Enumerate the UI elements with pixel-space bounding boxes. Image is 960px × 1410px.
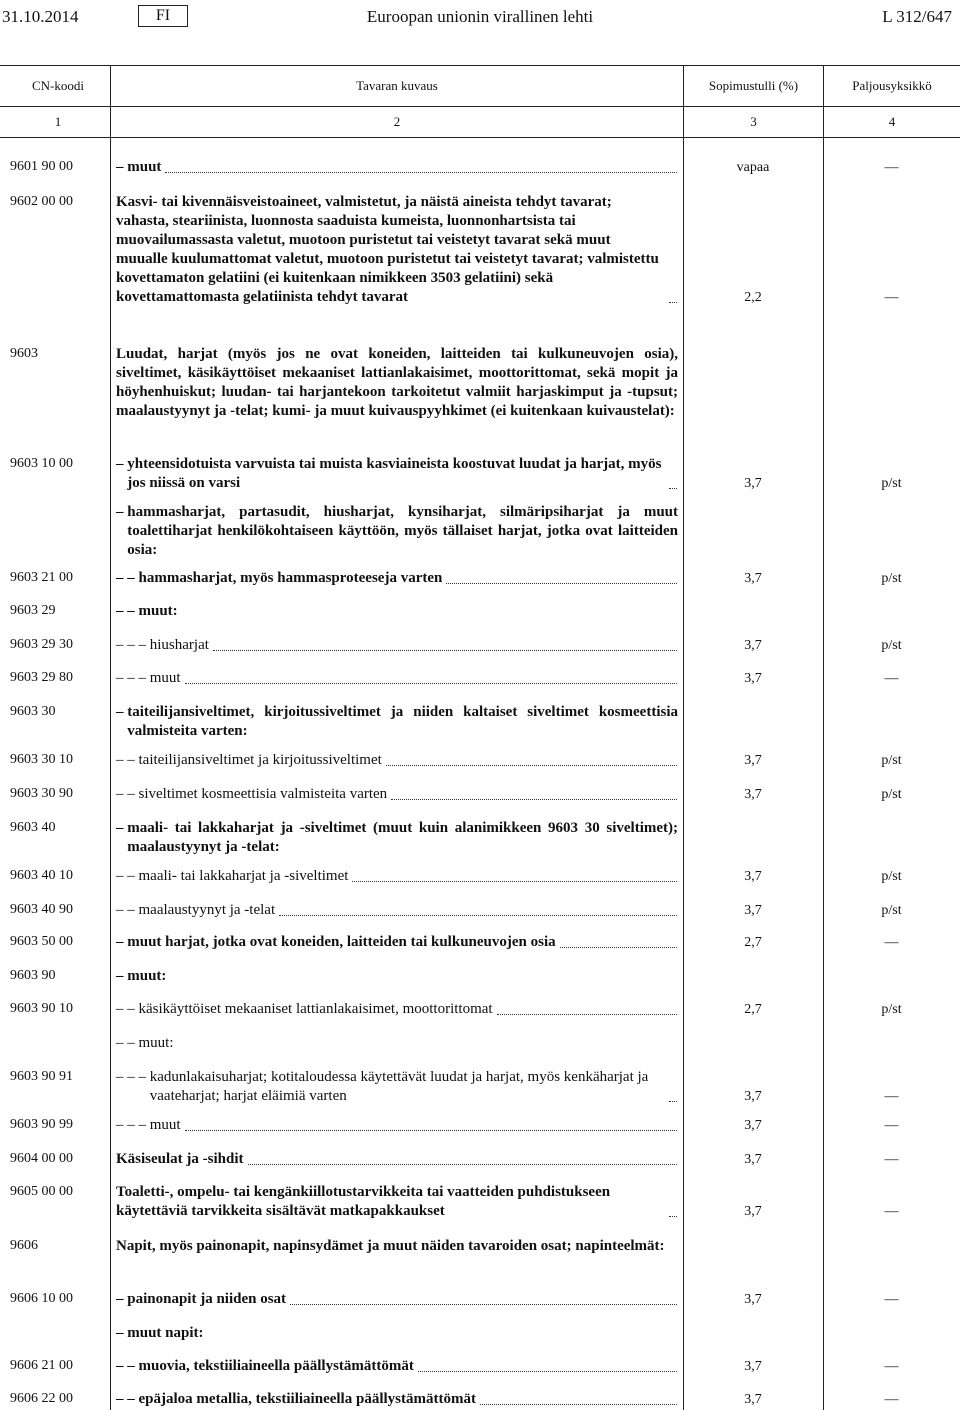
duty-rate: 3,7 — [744, 1118, 762, 1133]
cn-code: 9603 29 30 — [10, 637, 73, 652]
duty-rate: 3,7 — [744, 787, 762, 802]
duty-rate: 2,7 — [744, 935, 762, 950]
description-text: Toaletti-, ompelu- tai kengänkiillotustarvikkeita tai vaatteiden puhdistukseen käytettäviä tarvikkeita sisältävät matkapakkaukset — [116, 1184, 611, 1219]
indent-dashes: – – — [116, 603, 139, 619]
supplementary-unit: — — [884, 1089, 899, 1104]
cn-code: 9603 30 10 — [10, 752, 73, 767]
description-text: muut — [149, 1117, 181, 1133]
description-text: muut: — [138, 603, 178, 619]
description — [116, 193, 678, 307]
col-header-duty: Sopimustulli (%) — [708, 78, 799, 93]
indent-dashes: – – — [116, 570, 139, 586]
description-text: Kasvi- tai kivennäisveistoaineet, valmistetut, ja näistä aineista tehdyt tavarat; vahasta, steariinista, luonnosta saaduista kumeista, luonnonhartsista tai muovailumassasta valetut, muotoon puristetut tai veistetyt tavarat sekä muut muualle kuulumattomat valetut, muotoon puristetut tai veistetyt tavarat; valmistettu kovettamaton gelatiini (ei kuitenkaan nimikkeen 3503 gelatiini) sekä kovettamattomasta gelatiinista tehdyt tavarat — [116, 194, 659, 305]
leader-dots — [446, 583, 677, 584]
cn-code: 9603 10 00 — [10, 456, 73, 471]
leader-dots — [352, 881, 677, 882]
duty-rate: 3,7 — [744, 476, 762, 491]
description-text: Luudat, harjat (myös jos ne ovat koneiden, laitteiden tai kulkuneuvojen osia), siveltimet, käsikäyttöiset mekaaniset lattianlakaisimet, moottorittomat, sekä mopit ja höyhenhuiskut; luudan- tai harjantekoon tarkoitetut valmiit harjaskimput ja -tupsut; maalaustyynyt ja -telat; kumi- ja muut kuivauspyyhkimet (ei kuitenkaan kuivaustelat): — [116, 346, 678, 419]
duty-rate: 3,7 — [744, 1292, 762, 1307]
description — [116, 819, 678, 857]
description — [116, 933, 678, 952]
description-text: taiteilijansiveltimet, kirjoitussiveltimet ja niiden kaltaiset siveltimet kosmeettisia valmisteita varten: — [127, 704, 678, 739]
description — [116, 503, 678, 560]
description-text: kadunlakaisuharjat; kotitaloudessa käytettävät luudat ja harjat, myös kenkäharjat ja vaateharjat; harjat eläimiä varten — [149, 1069, 649, 1104]
leader-dots — [290, 1304, 677, 1305]
description — [116, 1000, 678, 1019]
indent-dashes: – — [116, 934, 128, 950]
cn-code: 9603 30 90 — [10, 786, 73, 801]
indent-dashes: – – — [116, 786, 139, 802]
cn-code: 9603 90 91 — [10, 1069, 73, 1084]
cn-code: 9603 90 — [10, 968, 56, 983]
cn-code: 9603 90 10 — [10, 1001, 73, 1016]
cn-code: 9606 10 00 — [10, 1291, 73, 1306]
leader-dots — [391, 799, 677, 800]
cn-code: 9603 — [10, 346, 38, 361]
duty-rate: vapaa — [736, 160, 770, 175]
duty-rate: 2,2 — [744, 290, 762, 305]
duty-rate: 3,7 — [744, 903, 762, 918]
indent-dashes: – – — [116, 752, 139, 768]
supplementary-unit: — — [884, 935, 899, 950]
description-text: painonapit ja niiden osat — [127, 1291, 287, 1307]
description-text: muut napit: — [127, 1325, 204, 1341]
cn-code: 9601 90 00 — [10, 159, 73, 174]
supplementary-unit: — — [884, 1204, 899, 1219]
description-text: muut: — [127, 968, 167, 984]
description — [116, 1116, 678, 1135]
description-text: epäjaloa metallia, tekstiiliaineella päällystämättömät — [138, 1391, 476, 1407]
indent-dashes: – — [116, 456, 128, 472]
description — [116, 703, 678, 741]
description-text: Napit, myös painonapit, napinsydämet ja muut näiden tavaroiden osat; napinteelmät: — [116, 1238, 665, 1254]
supplementary-unit: p/st — [881, 638, 902, 653]
indent-dashes: – — [116, 1291, 128, 1307]
description — [116, 867, 678, 886]
cn-code: 9603 50 00 — [10, 934, 73, 949]
leader-dots — [213, 650, 677, 651]
duty-rate: 3,7 — [744, 638, 762, 653]
indent-dashes: – – – — [116, 1069, 150, 1085]
indent-dashes: – – – — [116, 670, 150, 686]
description — [116, 901, 678, 920]
supplementary-unit: p/st — [881, 787, 902, 802]
description-text: taiteilijansiveltimet ja kirjoitussiveltimet — [138, 752, 382, 768]
supplementary-unit: — — [884, 1359, 899, 1374]
cn-code: 9603 29 — [10, 603, 56, 618]
cn-code: 9603 29 80 — [10, 670, 73, 685]
duty-rate: 3,7 — [744, 1359, 762, 1374]
cn-code: 9606 21 00 — [10, 1358, 73, 1373]
leader-dots — [560, 947, 677, 948]
description-text: maalaustyynyt ja -telat — [138, 902, 276, 918]
description-text: hammasharjat, partasudit, hiusharjat, kynsiharjat, silmäripsiharjat ja muut toalettiharjat henkilökohtaiseen käyttöön, myös tällaiset harjat, jotka ovat laitteiden osia: — [127, 504, 678, 558]
cn-code: 9603 90 99 — [10, 1117, 73, 1132]
cn-code: 9603 40 90 — [10, 902, 73, 917]
supplementary-unit: p/st — [881, 1002, 902, 1017]
supplementary-unit: — — [884, 1152, 899, 1167]
cn-code: 9602 00 00 — [10, 194, 73, 209]
leader-dots — [669, 488, 677, 489]
description — [116, 1357, 678, 1376]
cn-code: 9604 00 00 — [10, 1151, 73, 1166]
description-text: siveltimet kosmeettisia valmisteita varten — [138, 786, 388, 802]
leader-dots — [669, 1216, 677, 1217]
description — [116, 1390, 678, 1409]
col-header-unit: Paljousyksikkö — [852, 78, 932, 93]
description-text: muut — [127, 159, 162, 175]
description — [116, 785, 678, 804]
indent-dashes: – – — [116, 1001, 139, 1017]
supplementary-unit: p/st — [881, 903, 902, 918]
description-text: muut — [149, 670, 181, 686]
table-header-row — [0, 65, 960, 107]
description — [116, 345, 678, 421]
duty-rate: 2,7 — [744, 1002, 762, 1017]
cn-code: 9603 30 — [10, 704, 56, 719]
supplementary-unit: p/st — [881, 571, 902, 586]
indent-dashes: – — [116, 1325, 128, 1341]
description-text: muut: — [138, 1035, 174, 1051]
duty-rate: 3,7 — [744, 1152, 762, 1167]
description — [116, 158, 678, 177]
col-header-description: Tavaran kuvaus — [356, 78, 438, 93]
leader-dots — [386, 765, 677, 766]
description-text: käsikäyttöiset mekaaniset lattianlakaisimet, moottorittomat — [138, 1001, 493, 1017]
supplementary-unit: p/st — [881, 753, 902, 768]
supplementary-unit: — — [884, 290, 899, 305]
description — [116, 751, 678, 770]
description — [116, 1290, 678, 1309]
indent-dashes: – – — [116, 1391, 139, 1407]
supplementary-unit: p/st — [881, 869, 902, 884]
description — [116, 669, 678, 688]
col-number-1: 1 — [54, 114, 62, 129]
supplementary-unit: — — [884, 1392, 899, 1407]
leader-dots — [279, 915, 677, 916]
tariff-table — [0, 65, 960, 138]
indent-dashes: – – — [116, 1035, 139, 1051]
description — [116, 455, 678, 493]
duty-rate: 3,7 — [744, 1392, 762, 1407]
publication-date: 31.10.2014 — [2, 7, 79, 26]
supplementary-unit: p/st — [881, 476, 902, 491]
description — [116, 1324, 678, 1343]
description — [116, 569, 678, 588]
indent-dashes: – — [116, 159, 128, 175]
leader-dots — [165, 172, 677, 173]
description-text: hiusharjat — [149, 637, 209, 653]
indent-dashes: – — [116, 704, 128, 720]
cn-code: 9603 21 00 — [10, 570, 73, 585]
cn-code: 9603 40 10 — [10, 868, 73, 883]
cn-code: 9605 00 00 — [10, 1184, 73, 1199]
description — [116, 602, 678, 621]
page-reference: L 312/647 — [882, 7, 952, 26]
duty-rate: 3,7 — [744, 1089, 762, 1104]
col-number-3: 3 — [750, 114, 757, 129]
description-text: maali- tai lakkaharjat ja -siveltimet — [138, 868, 349, 884]
description — [116, 1237, 678, 1256]
cn-code: 9603 40 — [10, 820, 56, 835]
cn-code: 9606 22 00 — [10, 1391, 73, 1406]
cn-code: 9606 — [10, 1238, 38, 1253]
col-number-2: 2 — [393, 114, 401, 129]
indent-dashes: – – – — [116, 637, 150, 653]
duty-rate: 3,7 — [744, 1204, 762, 1219]
leader-dots — [418, 1371, 677, 1372]
journal-title: Euroopan unionin virallinen lehti — [366, 7, 594, 26]
leader-dots — [185, 1130, 677, 1131]
duty-rate: 3,7 — [744, 753, 762, 768]
indent-dashes: – — [116, 968, 128, 984]
description — [116, 636, 678, 655]
duty-rate: 3,7 — [744, 571, 762, 586]
leader-dots — [248, 1164, 677, 1165]
col-number-4: 4 — [888, 114, 896, 129]
indent-dashes: – — [116, 820, 128, 836]
col-rule-1 — [110, 135, 111, 1410]
description — [116, 1068, 678, 1106]
description — [116, 1150, 678, 1169]
supplementary-unit: — — [884, 160, 899, 175]
leader-dots — [185, 683, 677, 684]
leader-dots — [669, 1101, 677, 1102]
description-text: yhteensidotuista varvuista tai muista kasviaineista koostuvat luudat ja harjat, myös jos niissä on varsi — [127, 456, 662, 491]
leader-dots — [497, 1014, 677, 1015]
description-text: muovia, tekstiiliaineella päällystämättömät — [138, 1358, 414, 1374]
description-text: hammasharjat, myös hammasproteeseja varten — [138, 570, 443, 586]
duty-rate: 3,7 — [744, 869, 762, 884]
indent-dashes: – – — [116, 1358, 139, 1374]
language-badge: FI — [138, 5, 188, 27]
supplementary-unit: — — [884, 1118, 899, 1133]
description — [116, 1183, 678, 1221]
col-header-cn-code: CN-koodi — [32, 78, 84, 93]
description-text: Käsiseulat ja -sihdit — [116, 1151, 244, 1167]
supplementary-unit: — — [884, 1292, 899, 1307]
indent-dashes: – – — [116, 868, 139, 884]
indent-dashes: – – — [116, 902, 139, 918]
indent-dashes: – — [116, 504, 128, 520]
supplementary-unit: — — [884, 671, 899, 686]
description-text: maali- tai lakkaharjat ja -siveltimet (muut kuin alanimikkeen 9603 30 siveltimet); maalaustyynyt ja -telat: — [127, 820, 678, 855]
page-header — [0, 0, 960, 40]
description — [116, 1034, 678, 1053]
duty-rate: 3,7 — [744, 671, 762, 686]
table-number-row — [0, 107, 960, 138]
leader-dots — [480, 1404, 677, 1405]
indent-dashes: – – – — [116, 1117, 150, 1133]
description-text: muut harjat, jotka ovat koneiden, laitteiden tai kulkuneuvojen osia — [127, 934, 556, 950]
leader-dots — [669, 302, 677, 303]
description — [116, 967, 678, 986]
